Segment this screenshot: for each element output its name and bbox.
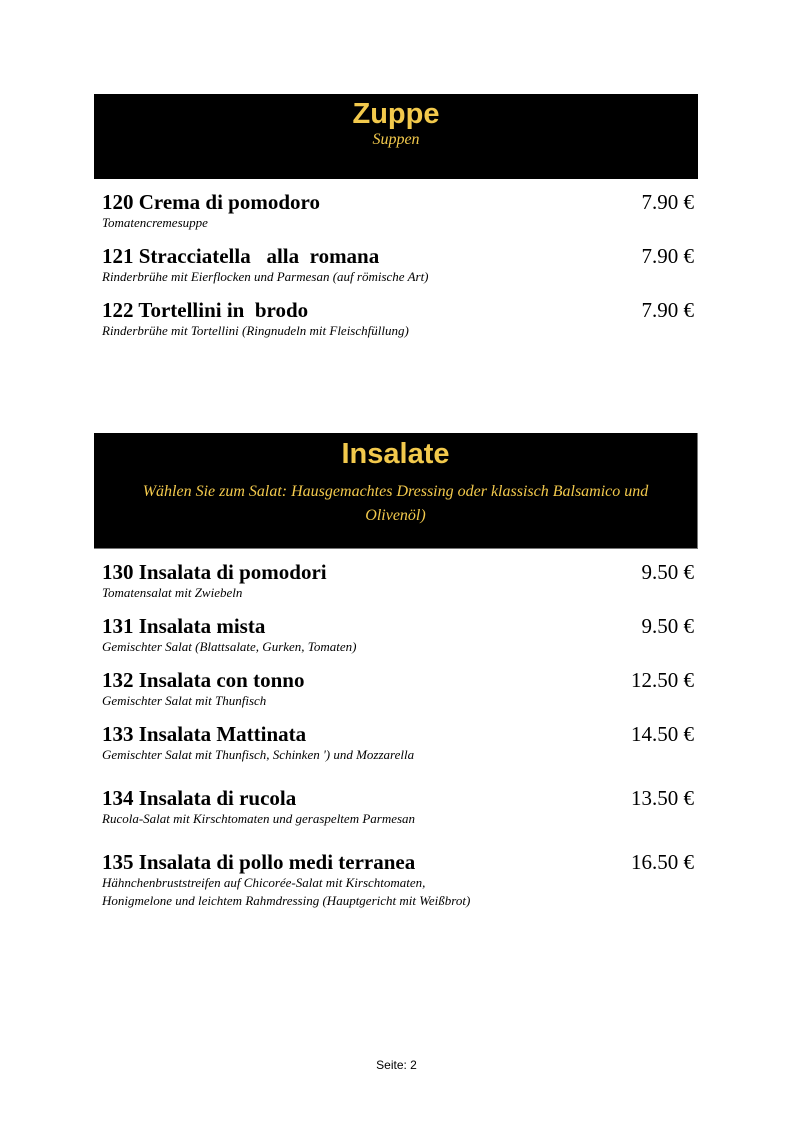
item-description-line-1: Hähnchenbruststreifen auf Chicorée-Salat mit Kirschtomaten, bbox=[102, 875, 426, 890]
item-description: Rinderbrühe mit Tortellini (Ringnudeln mit Fleischfüllung) bbox=[102, 323, 409, 338]
insalate-section-header bbox=[94, 433, 698, 549]
menu-item-122 bbox=[102, 298, 694, 340]
item-price: 13.50 € bbox=[631, 786, 694, 810]
item-name: 122 Tortellini in brodo bbox=[102, 298, 309, 322]
zuppe-title: Zuppe bbox=[352, 98, 440, 130]
item-name: 130 Insalata di pomodori bbox=[102, 560, 327, 584]
item-price: 7.90 € bbox=[641, 190, 694, 214]
item-name: 120 Crema di pomodoro bbox=[102, 190, 320, 214]
item-description-line-2: Honigmelone und leichtem Rahmdressing (Hauptgericht mit Weißbrot) bbox=[102, 893, 471, 908]
item-name: 134 Insalata di rucola bbox=[102, 786, 297, 810]
menu-item-135 bbox=[102, 850, 694, 910]
zuppe-subtitle: Suppen bbox=[372, 131, 420, 148]
menu-item-120 bbox=[102, 190, 694, 232]
menu-item-121 bbox=[102, 244, 694, 286]
item-description: Tomatencremesuppe bbox=[102, 215, 208, 230]
item-name: 132 Insalata con tonno bbox=[102, 668, 305, 692]
zuppe-section-header bbox=[94, 94, 698, 179]
item-description: Gemischter Salat (Blattsalate, Gurken, Tomaten) bbox=[102, 639, 357, 654]
insalate-title: Insalate bbox=[341, 438, 450, 470]
item-description: Gemischter Salat mit Thunfisch bbox=[102, 693, 267, 708]
menu-item-131 bbox=[102, 614, 694, 656]
item-name: 135 Insalata di pollo medi terranea bbox=[102, 850, 416, 874]
item-name: 131 Insalata mista bbox=[102, 614, 266, 638]
menu-item-132 bbox=[102, 668, 694, 710]
item-price: 9.50 € bbox=[641, 560, 694, 584]
menu-item-134 bbox=[102, 786, 694, 828]
item-description: Gemischter Salat mit Thunfisch, Schinken ') und Mozzarella bbox=[102, 747, 415, 762]
item-description: Rinderbrühe mit Eierflocken und Parmesan (auf römische Art) bbox=[102, 269, 429, 284]
item-price: 12.50 € bbox=[631, 668, 694, 692]
item-price: 9.50 € bbox=[641, 614, 694, 638]
item-name: 133 Insalata Mattinata bbox=[102, 722, 307, 746]
insalate-subtitle: Wählen Sie zum Salat: Hausgemachtes Dressing oder klassisch Balsamico und Olivenöl) bbox=[142, 483, 649, 524]
item-price: 7.90 € bbox=[641, 298, 694, 322]
item-description: Tomatensalat mit Zwiebeln bbox=[102, 585, 243, 600]
page-number: Seite: 2 bbox=[376, 1058, 417, 1072]
menu-item-133 bbox=[102, 722, 694, 764]
item-name: 121 Stracciatella alla romana bbox=[102, 244, 380, 268]
item-price: 16.50 € bbox=[631, 850, 694, 874]
menu-item-130 bbox=[102, 560, 694, 602]
item-price: 7.90 € bbox=[641, 244, 694, 268]
item-price: 14.50 € bbox=[631, 722, 694, 746]
item-description: Rucola-Salat mit Kirschtomaten und geraspeltem Parmesan bbox=[102, 811, 416, 826]
